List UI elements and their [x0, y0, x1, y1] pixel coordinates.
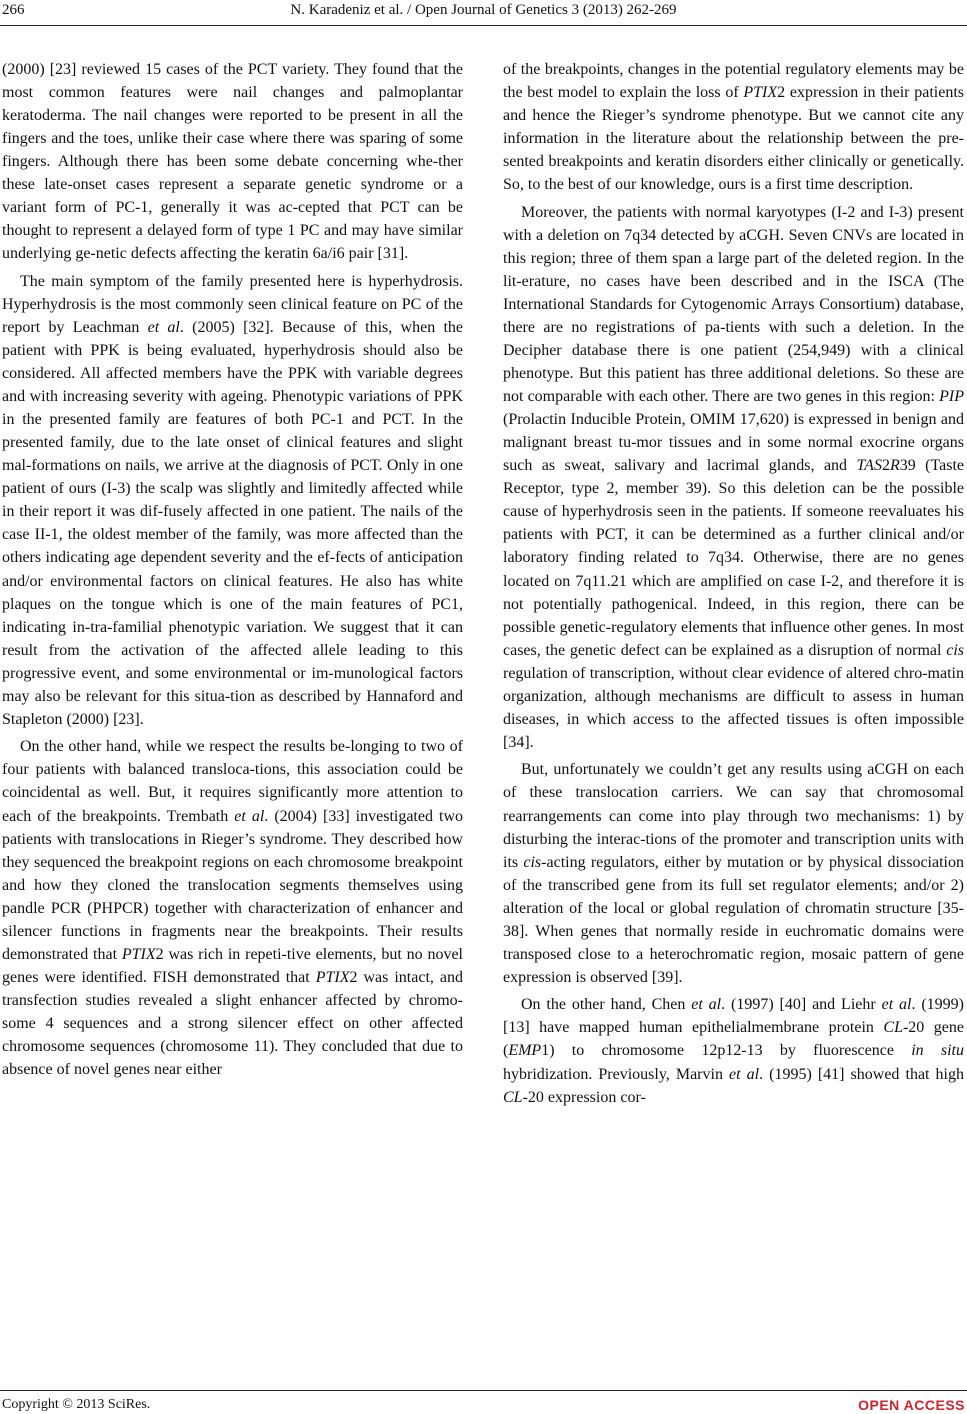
- left-column: [2, 58, 463, 1081]
- italic-term: PTIX: [315, 968, 350, 986]
- body-paragraph: (2000) [23] reviewed 15 cases of the PCT variety. They found that the most common features were nail changes and palmoplantar keratoderma. The nail changes were reported to be present in all the fingers and the toes, unlike their case where there was sparing of some fingers. Although there has been some debate concerning whe-ther these late-onset cases represent a separate genetic syndrome or a variant form of PC-1, generally it was ac-cepted that PCT can be thought to represent a delayed form of type 1 PC and may have similar underlying ge-netic defects affecting the keratin 6a/i6 pair [31].: [2, 61, 463, 263]
- italic-term: EMP: [508, 1042, 542, 1060]
- italic-term: et al: [691, 996, 722, 1014]
- italic-term: et al: [729, 1065, 760, 1083]
- italic-term: R: [889, 457, 900, 475]
- body-paragraph: On the other hand, Chen et al. (1997) [40] and Liehr et al. (1999) [13] have mapped human epithelialmembrane protein CL-20 gene (EMP1) to chromosome 12p12-13 by fluorescence in situ hybridization. Previously, Marvin et al. (1995) [41] showed that high CL-20 expression cor-: [503, 996, 965, 1106]
- italic-term: cis: [946, 641, 964, 659]
- italic-term: et al: [234, 807, 265, 825]
- right-column: [503, 58, 964, 1109]
- italic-term: CL: [883, 1019, 903, 1037]
- italic-term: PTIX: [121, 945, 156, 963]
- italic-term: cis: [523, 853, 542, 871]
- running-head: N. Karadeniz et al. / Open Journal of Genetics 3 (2013) 262-269: [290, 2, 677, 18]
- body-paragraph: Moreover, the patients with normal karyotypes (I-2 and I-3) present with a deletion on 7q34 detected by aCGH. Seven CNVs are located in this region; three of them span a large part of the deleted region. In the lit-erature, no cases have been described and in the ISCA (The International Standards for Cytogenomic Arrays Consortium) database, there are no registrations of pa-tients with such a deletion. In the Decipher database there is one patient (254,949) with a clinical phenotype. But this patient has three additional deletions. So these are not comparable with each other. There are two genes in this region: PIP (Prolactin Inducible Protein, OMIM 17,620) is expressed in benign and malignant breast tu-mor tissues and in some normal exocrine organs such as sweat, salivary and lacrimal glands, and TAS2R39 (Taste Receptor, type 2, member 39). So this deletion can be the possible cause of hyperhydrosis seen in the patients. If someone reevaluates his patients with PCT, it can be determined as a further clinical and/or laboratory finding related to 7q34. Otherwise, there are no genes located on 7q11.21 which are amplified on case I-2, and therefore it is not potentially pathogenical. Indeed, in this region, there can be possible genetic-regulatory elements that influence other genes. In most cases, the genetic defect can be explained as a disruption of normal cis regulation of transcription, without clear evidence of altered chro-matin organization, although mechanisms are difficult to assess in human diseases, in which access to the affected tissues is often impossible [34].: [503, 203, 965, 751]
- body-paragraph: The main symptom of the family presented here is hyperhydrosis. Hyperhydrosis is the most commonly seen clinical feature on PC of the report by Leachman et al. (2005) [32]. Because of this, when the patient with PPK is being evaluated, hyperhydrosis should also be considered. All affected members have the PPK with variable degrees and with increasing severity with ageing. Phenotypic variations of PPK in the presented family are features of both PC-1 and PCT. In the presented family, due to the late onset of clinical features and slight mal-formations on nails, we arrive at the diagnosis of PCT. Only in one patient of ours (I-3) the scalp was slightly and limitedly affected while in their report it was dif-fusely affected in one patient. The nails of the case II-1, the oldest member of the family, was more affected than the others indicating age dependent severity and the ef-fects of anticipation and/or environmental factors on clinical features. He also has white plaques on the tongue which is one of the main features of PC1, indicating in-tra-familial phenotypic variation. We suggest that it can result from the activation of the affected allele leading to this progressive event, and some environmental or im-munological factors may also be relevant for this situa-tion as described by Hannaford and Stapleton (2000) [23].: [2, 272, 464, 728]
- italic-term: PIP: [939, 388, 964, 406]
- body-paragraph: of the breakpoints, changes in the potential regulatory elements may be the best model to explain the loss of PTIX2 expression in their patients and hence the Rieger’s syndrome phenotype. But we cannot cite any information in the literature about the relationship between the pre-sented breakpoints and keratin disorders either clinically or genetically. So, to the best of our knowledge, ours is a first time description.: [503, 61, 964, 194]
- italic-term: TAS: [856, 457, 882, 475]
- italic-term: CL: [503, 1088, 523, 1106]
- footer-open-access: OPEN ACCESS: [858, 1397, 965, 1413]
- body-paragraph: But, unfortunately we couldn’t get any results using aCGH on each of these translocation carriers. We can say that chromosomal rearrangements can come into play through two mechanisms: 1) by disturbing the interac-tions of the promoter and transcription units with its cis-acting regulators, either by mutation or by physical dissociation of the transcribed gene from its full set regulator elements; and/or 2) alteration of the local or global regulation of chromatin structure [35-38]. When genes that normally reside in euchromatic domains were transposed close to a heterochromatic region, mosaic pattern of gene expression is observed [39].: [503, 761, 964, 986]
- body-paragraph: On the other hand, while we respect the results be-longing to two of four patients with balanced transloca-tions, this association could be coincidental as well. But, it requires significantly more attention to each of the breakpoints. Trembath et al. (2004) [33] investigated two patients with translocations in Rieger’s syndrome. They described how they sequenced the breakpoint regions on each chromosome breakpoint and how they cloned the translocation segments themselves using pandle PCR (PHPCR) together with characterization of enhancer and silencer functions in fragments near the breakpoints. Their results demonstrated that PTIX2 was rich in repeti-tive elements, but no novel genes were identified. FISH demonstrated that PTIX2 was intact, and transfection studies revealed a slight enhancer affected by chromo-some 4 sequences and a strong silencer effect on other affected chromosome sequences (chromosome 11). They concluded that due to absence of novel genes near either: [2, 738, 464, 1079]
- italic-term: in situ: [911, 1042, 964, 1060]
- page-number: 266: [2, 2, 25, 18]
- italic-term: et al: [881, 996, 912, 1014]
- page-header: [0, 0, 967, 26]
- footer-rule: [0, 1390, 967, 1391]
- italic-term: PTIX: [743, 84, 778, 102]
- italic-term: et al: [147, 319, 180, 337]
- header-rule: [0, 25, 967, 26]
- footer-copyright: Copyright © 2013 SciRes.: [2, 1397, 151, 1412]
